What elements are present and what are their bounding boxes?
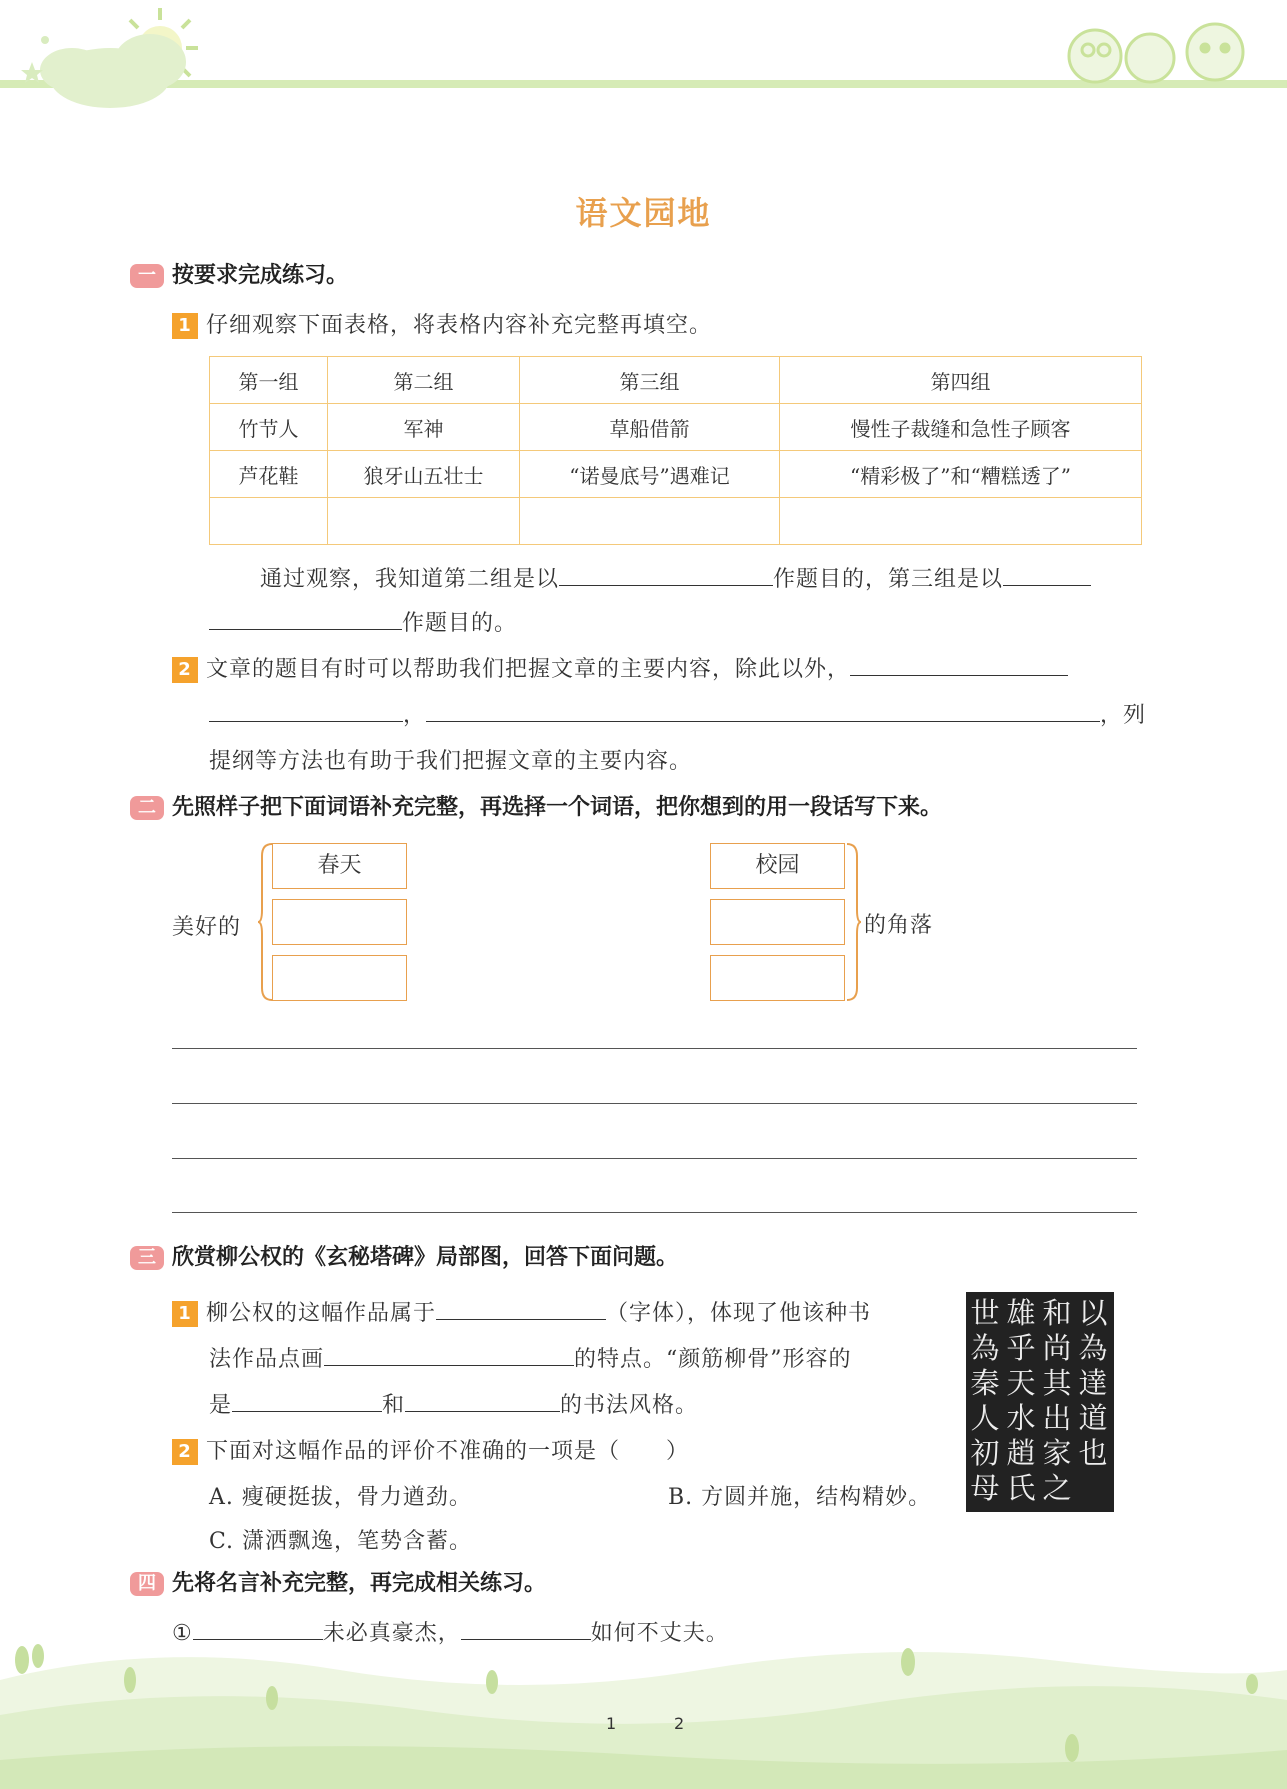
fill-text: 通过观察，我知道第二组是以 bbox=[260, 567, 560, 592]
fill-text: 作题目的，第三组是以 bbox=[773, 567, 1004, 592]
section-heading-text: 先照样子把下面词语补充完整，再选择一个词语，把你想到的用一段话写下来。 bbox=[172, 795, 943, 820]
table-header-cell: 第四组 bbox=[780, 357, 1142, 404]
table-row bbox=[210, 451, 1142, 498]
option-c[interactable]: C. 潇洒飘逸，笔势含蓄。 bbox=[209, 1529, 473, 1554]
table-header-cell: 第二组 bbox=[328, 357, 520, 404]
section-heading-text: 先将名言补充完整，再完成相关练习。 bbox=[172, 1571, 547, 1596]
word-input-box[interactable] bbox=[272, 899, 407, 945]
animal-faces-icon bbox=[1069, 24, 1243, 82]
answer-blank[interactable] bbox=[405, 1391, 560, 1412]
question-text: 柳公权的这幅作品属于 bbox=[206, 1301, 437, 1326]
question-1-2-line-2 bbox=[209, 698, 1146, 729]
footer-hills-decoration bbox=[0, 1620, 1287, 1789]
title-groups-table bbox=[209, 356, 1142, 545]
question-text: 的书法风格。 bbox=[560, 1393, 699, 1418]
writing-line[interactable] bbox=[172, 1103, 1137, 1104]
calligraphy-column: 雄 乎 天 水 趙 氏 bbox=[1006, 1296, 1036, 1505]
question-number: 2 bbox=[172, 1439, 198, 1465]
table-empty-cell[interactable] bbox=[780, 498, 1142, 545]
table-cell: “精彩极了”和“糟糕透了” bbox=[780, 451, 1142, 498]
question-text: 法作品点画 bbox=[209, 1347, 325, 1372]
question-text: 如何不丈夫。 bbox=[590, 1621, 729, 1646]
page-number-left: 1 bbox=[606, 1714, 617, 1733]
question-text: 仔细观察下面表格，将表格内容补充完整再填空。 bbox=[206, 313, 713, 338]
punctuation: ， bbox=[403, 703, 427, 728]
page-title: 语文园地 bbox=[575, 194, 712, 232]
answer-blank[interactable] bbox=[232, 1391, 382, 1412]
question-1-2 bbox=[172, 652, 1068, 683]
question-number: 1 bbox=[172, 1301, 198, 1327]
table-cell: 草船借箭 bbox=[520, 404, 780, 451]
table-header-row bbox=[210, 357, 1142, 404]
table-cell: 竹节人 bbox=[210, 404, 328, 451]
question-text: （字体），体现了他该种书 bbox=[606, 1301, 872, 1326]
question-text: 未必真豪杰， bbox=[322, 1621, 461, 1646]
table-empty-cell[interactable] bbox=[210, 498, 328, 545]
question-text: 文章的题目有时可以帮助我们把握文章的主要内容，除此以外， bbox=[206, 657, 851, 682]
fill-text: ，列 bbox=[1100, 703, 1147, 728]
answer-blank[interactable] bbox=[324, 1345, 574, 1366]
question-text: 的特点。“颜筋柳骨”形容的 bbox=[574, 1347, 852, 1372]
question-1-2-line-3: 提纲等方法也有助于我们把握文章的主要内容。 bbox=[209, 749, 693, 774]
table-cell: 芦花鞋 bbox=[210, 451, 328, 498]
word-input-box[interactable] bbox=[272, 955, 407, 1001]
section-badge: 一 bbox=[130, 264, 164, 288]
question-1-1 bbox=[172, 308, 712, 339]
table-cell: 军神 bbox=[328, 404, 520, 451]
table-cell: 慢性子裁缝和急性子顾客 bbox=[780, 404, 1142, 451]
table-empty-cell[interactable] bbox=[520, 498, 780, 545]
table-header-cell: 第三组 bbox=[520, 357, 780, 404]
fill-text: 作题目的。 bbox=[402, 611, 518, 636]
answer-blank[interactable] bbox=[559, 565, 773, 586]
option-a[interactable]: A. 瘦硬挺拔，骨力遒劲。 bbox=[209, 1485, 472, 1510]
answer-blank[interactable] bbox=[850, 655, 1068, 676]
question-3-1-line-3 bbox=[209, 1388, 698, 1419]
writing-line[interactable] bbox=[172, 1158, 1137, 1159]
answer-blank[interactable] bbox=[209, 701, 403, 722]
calligraphy-column: 以 為 達 道 也 bbox=[1078, 1296, 1108, 1470]
table-empty-row bbox=[210, 498, 1142, 545]
section-badge: 二 bbox=[130, 796, 164, 820]
section-heading-text: 按要求完成练习。 bbox=[172, 263, 349, 288]
page-number-right: 2 bbox=[674, 1714, 685, 1733]
right-word-label: 的角落 bbox=[864, 913, 934, 938]
table-row bbox=[210, 404, 1142, 451]
fill-line-1 bbox=[260, 562, 1091, 593]
section-1-heading bbox=[130, 258, 348, 289]
question-3-2 bbox=[172, 1434, 689, 1465]
calligraphy-image bbox=[966, 1292, 1114, 1512]
question-mark: ① bbox=[172, 1621, 193, 1646]
question-text: 是 bbox=[209, 1393, 233, 1418]
answer-blank[interactable] bbox=[426, 701, 1100, 722]
question-number: 1 bbox=[172, 313, 198, 339]
answer-blank[interactable] bbox=[1003, 565, 1091, 586]
section-4-heading bbox=[130, 1566, 546, 1597]
calligraphy-column: 世 為 秦 人 初 母 bbox=[970, 1296, 1000, 1505]
question-text: 下面对这幅作品的评价不准确的一项是（ ） bbox=[206, 1439, 690, 1464]
header-decoration bbox=[0, 0, 1287, 110]
left-word-label: 美好的 bbox=[172, 915, 242, 940]
section-badge: 四 bbox=[130, 1572, 164, 1596]
section-3-heading bbox=[130, 1240, 678, 1271]
fill-line-2 bbox=[209, 606, 517, 637]
section-heading-text: 欣赏柳公权的《玄秘塔碑》局部图，回答下面问题。 bbox=[172, 1245, 679, 1270]
cloud-icon bbox=[40, 34, 186, 108]
question-text: 和 bbox=[382, 1393, 406, 1418]
word-input-box[interactable] bbox=[710, 899, 845, 945]
question-number: 2 bbox=[172, 657, 198, 683]
section-badge: 三 bbox=[130, 1246, 164, 1270]
question-3-1 bbox=[172, 1296, 871, 1327]
example-word-box-right: 校园 bbox=[710, 843, 845, 889]
section-2-heading bbox=[130, 790, 942, 821]
writing-line[interactable] bbox=[172, 1212, 1137, 1213]
writing-line[interactable] bbox=[172, 1048, 1137, 1049]
table-header-cell: 第一组 bbox=[210, 357, 328, 404]
answer-blank[interactable] bbox=[209, 609, 402, 630]
example-word-box-left: 春天 bbox=[272, 843, 407, 889]
table-cell: “诺曼底号”遇难记 bbox=[520, 451, 780, 498]
table-cell: 狼牙山五壮士 bbox=[328, 451, 520, 498]
right-brace-icon bbox=[845, 842, 861, 1002]
question-3-1-line-2 bbox=[209, 1342, 852, 1373]
option-b[interactable]: B. 方圆并施，结构精妙。 bbox=[668, 1485, 932, 1510]
word-input-box[interactable] bbox=[710, 955, 845, 1001]
table-empty-cell[interactable] bbox=[328, 498, 520, 545]
calligraphy-column: 和 尚 其 出 家 之 bbox=[1042, 1296, 1072, 1505]
answer-blank[interactable] bbox=[436, 1299, 606, 1320]
